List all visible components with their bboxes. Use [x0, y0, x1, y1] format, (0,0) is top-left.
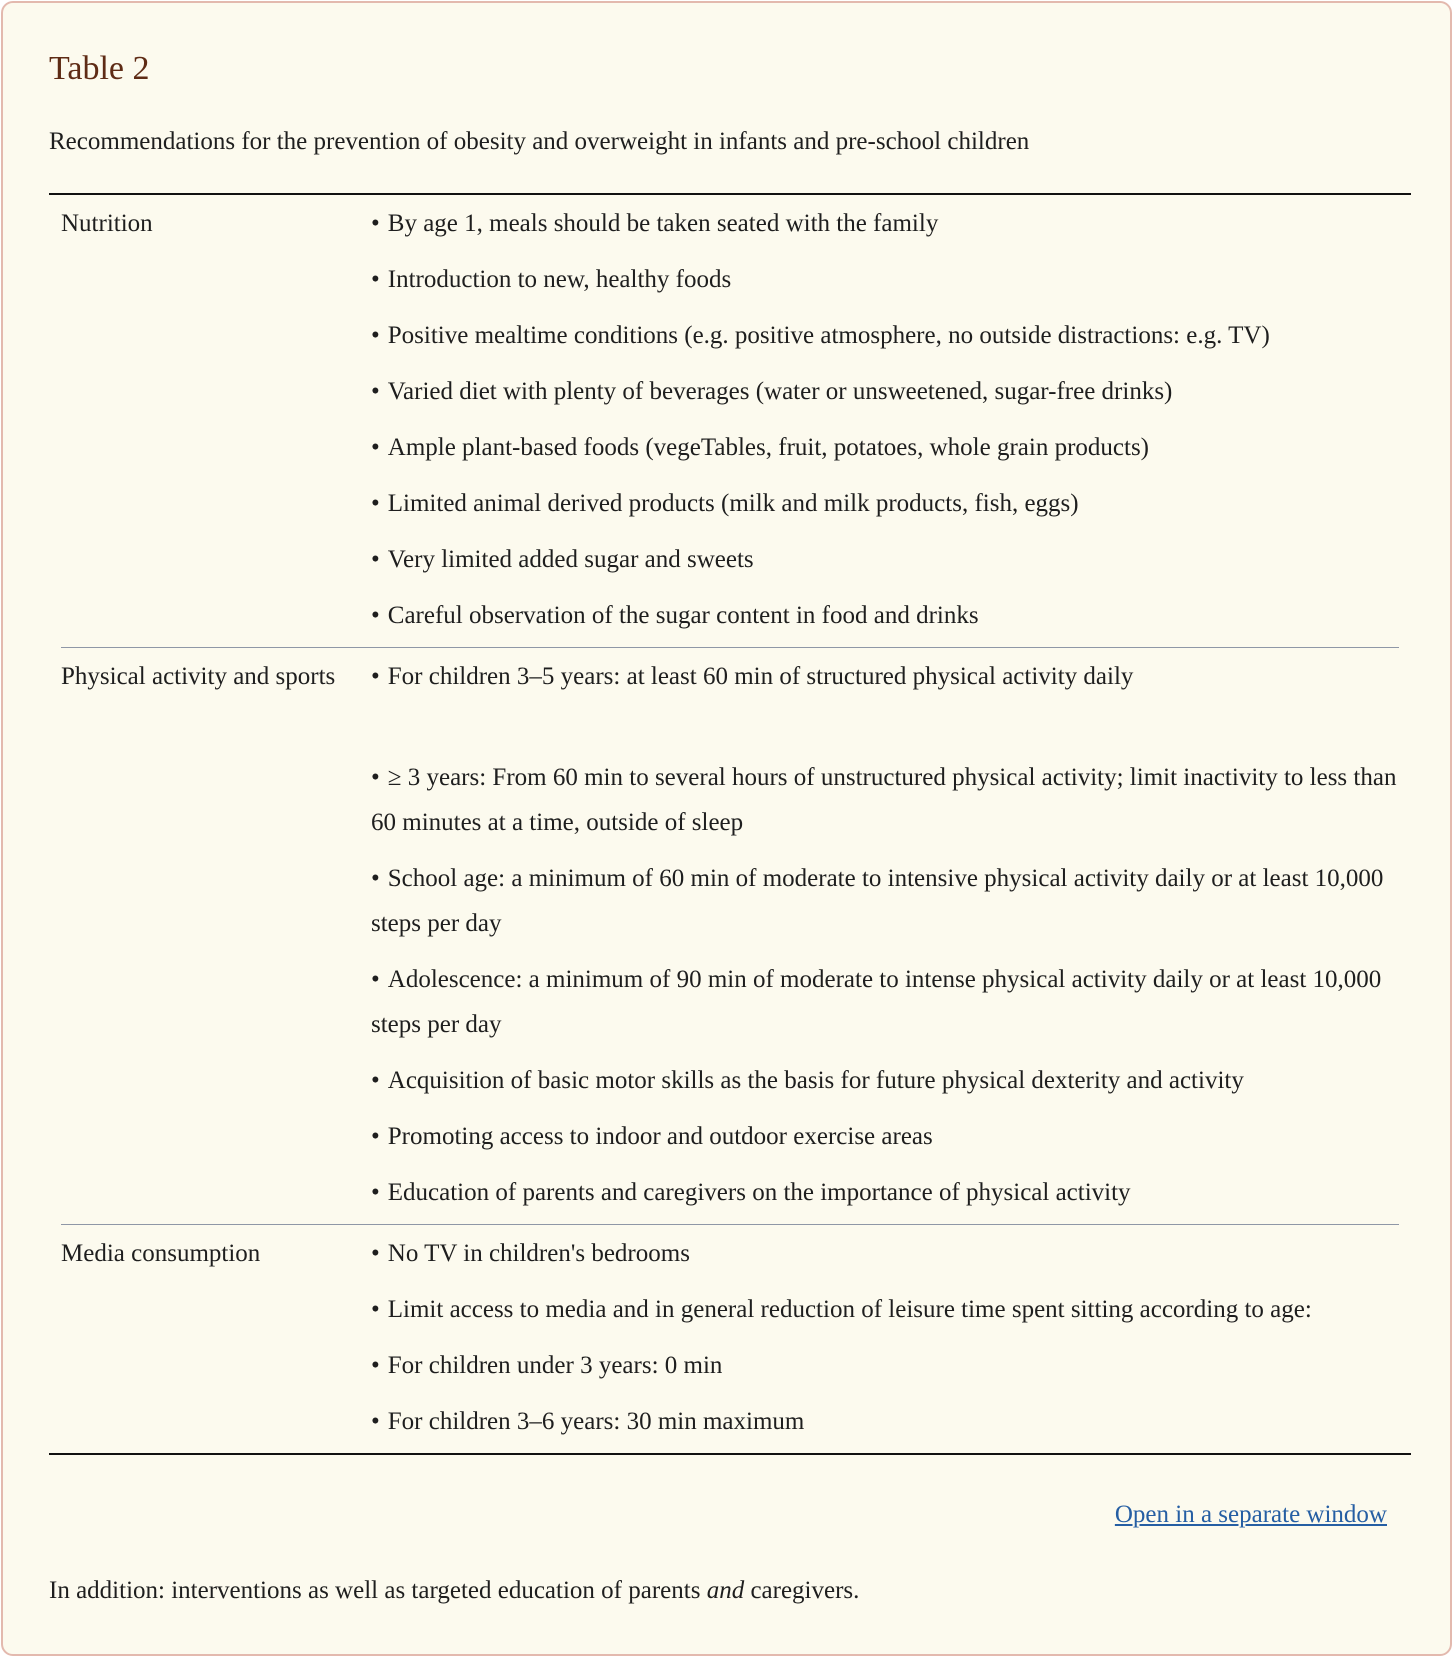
- recommendation-item: [371, 1114, 1411, 1159]
- recommendation-item: [371, 1287, 1411, 1332]
- recommendation-text: Limit access to media and in general reduction of leisure time spent sitting according to age:: [387, 1296, 1312, 1323]
- bullet-icon: •: [371, 966, 380, 993]
- recommendation-item: [371, 1231, 1411, 1276]
- recommendation-text: For children 3–5 years: at least 60 min of structured physical activity daily: [387, 663, 1134, 690]
- bullet-icon: •: [371, 1123, 380, 1150]
- category-cell: Physical activity and sports: [61, 663, 336, 690]
- recommendation-text: No TV in children's bedrooms: [387, 1240, 690, 1267]
- recommendation-item: [371, 1343, 1411, 1388]
- recommendation-text: Adolescence: a minimum of 90 min of moderate to intense physical activity daily or at least 10,000 steps per day: [371, 966, 1382, 1038]
- recommendation-item: [371, 257, 1411, 302]
- recommendation-item: [371, 537, 1411, 582]
- recommendation-text: Acquisition of basic motor skills as the basis for future physical dexterity and activity: [387, 1067, 1244, 1094]
- category-cell: Media consumption: [61, 1240, 261, 1267]
- recommendation-item: [371, 369, 1411, 414]
- footnote-emphasis: and: [706, 1577, 745, 1604]
- recommendation-text: Varied diet with plenty of beverages (water or unsweetened, sugar-free drinks): [387, 378, 1173, 405]
- bullet-icon: •: [371, 1352, 380, 1379]
- recommendation-item: [371, 1399, 1411, 1444]
- bullet-icon: •: [371, 1296, 380, 1323]
- bullet-icon: •: [371, 1179, 380, 1206]
- bullet-icon: •: [371, 266, 380, 293]
- recommendation-item: [371, 1170, 1411, 1215]
- recommendation-text: For children 3–6 years: 30 min maximum: [387, 1408, 805, 1435]
- recommendation-item: [371, 1058, 1411, 1103]
- recommendation-text: Promoting access to indoor and outdoor exercise areas: [387, 1123, 933, 1150]
- bullet-icon: •: [371, 322, 380, 349]
- footnote-text-end: caregivers.: [744, 1577, 860, 1604]
- recommendation-text: Very limited added sugar and sweets: [387, 546, 754, 573]
- table-panel: [1, 1, 1452, 1656]
- recommendation-item: [371, 425, 1411, 470]
- table-row: [49, 195, 1411, 647]
- recommendation-text: Limited animal derived products (milk and milk products, fish, eggs): [387, 490, 1079, 517]
- recommendation-item: [371, 856, 1411, 946]
- recommendation-text: Education of parents and caregivers on the importance of physical activity: [387, 1179, 1131, 1206]
- recommendation-item: [371, 481, 1411, 526]
- recommendations-table-wrapper: [49, 193, 1411, 1455]
- bullet-icon: •: [371, 490, 380, 517]
- table-body: [49, 195, 1411, 1453]
- recommendation-cell: [371, 648, 1411, 1224]
- table-row: [49, 648, 1411, 1224]
- recommendation-text: By age 1, meals should be taken seated with the family: [387, 210, 939, 237]
- bullet-icon: •: [371, 546, 380, 573]
- recommendation-text: Positive mealtime conditions (e.g. positive atmosphere, no outside distractions: e.g. TV): [387, 322, 1270, 349]
- bullet-icon: •: [371, 434, 380, 461]
- recommendation-item: [371, 201, 1411, 246]
- table-caption: Recommendations for the prevention of obesity and overweight in infants and pre-school children: [49, 128, 1030, 155]
- table-row: [49, 1225, 1411, 1453]
- bullet-icon: •: [371, 210, 380, 237]
- bullet-icon: •: [371, 602, 380, 629]
- recommendation-cell: [371, 195, 1411, 647]
- recommendation-text: For children under 3 years: 0 min: [387, 1352, 723, 1379]
- recommendation-item: [371, 593, 1411, 638]
- table-footnote: [49, 1577, 859, 1605]
- bullet-icon: •: [371, 764, 380, 791]
- recommendation-text: Careful observation of the sugar content in food and drinks: [387, 602, 979, 629]
- recommendation-cell: [371, 1225, 1411, 1453]
- recommendation-item: [371, 957, 1411, 1047]
- recommendation-text: School age: a minimum of 60 min of moderate to intensive physical activity daily or at least 10,000 steps per day: [371, 865, 1384, 937]
- recommendation-item: [371, 654, 1411, 699]
- bullet-icon: •: [371, 1240, 380, 1267]
- bullet-icon: •: [371, 865, 380, 892]
- bullet-icon: •: [371, 1067, 380, 1094]
- bullet-icon: •: [371, 1408, 380, 1435]
- recommendation-item: [371, 313, 1411, 358]
- recommendation-text: Ample plant-based foods (vegeTables, fruit, potatoes, whole grain products): [387, 434, 1149, 461]
- recommendation-text: ≥ 3 years: From 60 min to several hours of unstructured physical activity; limit inactivity to less than 60 minutes at a time, outside of sleep: [371, 764, 1397, 836]
- recommendations-table: [49, 195, 1411, 1453]
- footnote-text: In addition: interventions as well as targeted education of parents: [49, 1577, 707, 1604]
- category-cell: Nutrition: [61, 210, 153, 237]
- recommendation-item: [371, 755, 1411, 845]
- recommendation-text: Introduction to new, healthy foods: [387, 266, 732, 293]
- open-in-separate-window-link[interactable]: Open in a separate window: [1114, 1501, 1387, 1528]
- table-title: Table 2: [49, 50, 150, 87]
- bullet-icon: •: [371, 663, 380, 690]
- bullet-icon: •: [371, 378, 380, 405]
- open-link-row: [49, 1501, 1387, 1529]
